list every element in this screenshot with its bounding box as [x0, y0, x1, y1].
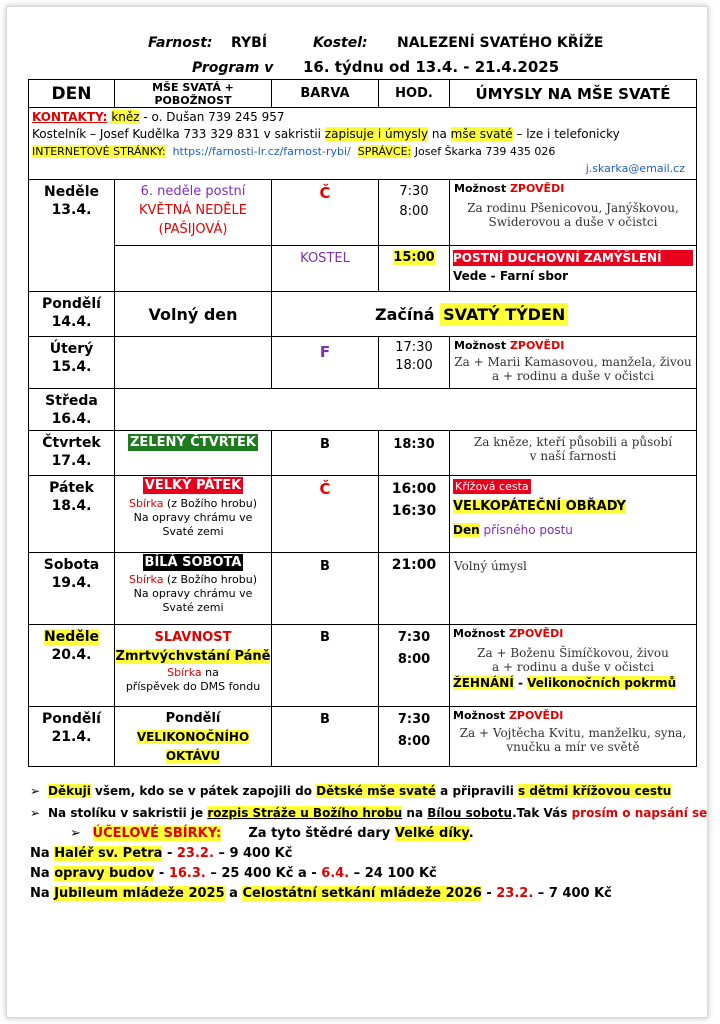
contacts-label: KONTAKTY: [32, 110, 108, 124]
intention: Za + Boženu Šimíčkovou, živou [477, 646, 669, 660]
time: 7:30 [399, 184, 429, 199]
day-name: Čtvrtek [42, 435, 101, 451]
event-lead: Vede - Farní sbor [453, 269, 569, 283]
time: 18:00 [395, 358, 433, 373]
collection-source: na [201, 666, 219, 679]
time: 16:30 [391, 503, 437, 519]
mass-feast-name: Zmrtvýchvstání Páně [115, 649, 271, 664]
day-name: Pátek [49, 480, 94, 496]
collections-title: ➢ ÚČELOVÉ SBÍRKY: Za tyto štědré dary Velké díky. [70, 826, 474, 841]
fast-label: přísného postu [479, 523, 573, 537]
row-monday-21 [29, 707, 697, 767]
time: 8:00 [397, 734, 431, 749]
day-name: Pondělí [42, 296, 101, 312]
collection-purpose: Svaté zemi [162, 601, 224, 614]
zpovedi-label: Možnost [454, 182, 507, 195]
fast-day: Den [453, 523, 480, 537]
email-link[interactable]: j.skarka@email.cz [585, 162, 685, 175]
arrow-icon: ➢ [70, 826, 81, 841]
row-sunday-13-afternoon [29, 246, 697, 292]
mass-sub: (PAŠIJOVÁ) [158, 222, 228, 237]
day-date: 21.4. [51, 729, 92, 745]
liturgical-color: B [272, 431, 379, 476]
day-name: Úterý [49, 341, 94, 357]
mass-feast: BÍLÁ SOBOTA [144, 555, 242, 570]
day-date: 15.4. [51, 359, 92, 375]
intention: vnučku a mír ve světě [506, 740, 640, 754]
blessing: ŽEHNÁNÍ [453, 676, 514, 690]
zpovedi: ZPOVĚDI [508, 709, 564, 722]
event-title: POSTNÍ DUCHOVNÍ ZAMÝŠLENÍ [453, 250, 693, 266]
day-date: 14.4. [51, 314, 92, 330]
col-mse: MŠE SVATÁ + POBOŽNOST [115, 80, 272, 108]
kostelnik-label: Kostelník [32, 127, 87, 141]
intention: Volný úmysl [450, 553, 697, 625]
time: 21:00 [379, 553, 450, 625]
collection-1: Na Haléř sv. Petra - 23.2. – 9 400 Kč [30, 846, 293, 861]
place: KOSTEL [272, 246, 379, 292]
day-date: 18.4. [51, 498, 92, 514]
free-day: Volný den [115, 292, 272, 337]
web-label: INTERNETOVÉ STRÁNKY: [32, 145, 166, 158]
guard-line: ➢ Na stolíku v sakristii je rozpis Stráže u Božího hrobu na Bílou sobotu.Tak Vás prosím o napsání se [30, 806, 708, 820]
farnost-label: Farnost: [148, 35, 213, 51]
liturgical-color: B [272, 625, 379, 707]
program-label: Program v [192, 60, 274, 76]
zpovedi: ZPOVĚDI [508, 627, 564, 640]
liturgical-color: F [272, 337, 379, 389]
program-table [28, 79, 697, 767]
liturgical-color: B [272, 553, 379, 625]
mass-feast-name: VELIKONOČNÍHO [136, 730, 250, 744]
collection-source: (z Božího hrobu) [163, 497, 258, 510]
farnost-name: RYBÍ [231, 35, 268, 51]
mass-feast: SLAVNOST [154, 630, 232, 645]
day-name: Pondělí [42, 711, 101, 727]
day-name: Neděle [43, 629, 100, 645]
holy-week-start: Začíná [375, 304, 435, 324]
rites: VELKOPÁTEČNÍ OBŘADY [453, 499, 626, 514]
row-thursday-17 [29, 431, 697, 476]
way-of-cross: Křížová cesta [455, 480, 529, 493]
day-date: 13.4. [51, 202, 92, 218]
arrow-icon: ➢ [30, 784, 41, 798]
row-tuesday-15 [29, 337, 697, 389]
thanks-line: ➢ Děkuji všem, kdo se v pátek zapojili do Dětské mše svaté a připravili s dětmi křížovou cestu [30, 784, 672, 798]
day-name: Středa [45, 393, 98, 409]
time: 8:00 [399, 204, 429, 219]
collection-label: Sbírka [167, 666, 202, 679]
intention: v naší farnosti [529, 449, 617, 463]
intention: Za kněze, kteří působili a působí [473, 435, 673, 449]
collection-label: Sbírka [128, 573, 164, 586]
mse-svate: mše svaté [450, 127, 513, 141]
col-hod: HOD. [379, 80, 450, 108]
contacts-row [29, 108, 697, 180]
spravce: Josef Škarka 739 435 026 [414, 145, 556, 158]
kaplan: - o. Dušan 739 245 957 [139, 110, 285, 124]
collection-2: Na opravy budov - 16.3. – 25 400 Kč a - 6.4. – 24 100 Kč [30, 866, 437, 881]
intention: Za + Marii Kamasovou, manžela, živou [454, 355, 692, 369]
liturgical-color: B [272, 707, 379, 767]
liturgical-color: Č [272, 180, 379, 246]
day-date: 20.4. [51, 647, 92, 663]
kaplan-label: kněz [111, 110, 140, 124]
intention: Za + Vojtěcha Kvitu, manželku, syna, [459, 726, 687, 740]
day-date: 17.4. [51, 453, 92, 469]
kostel-name: NALEZENÍ SVATÉHO KŘÍŽE [397, 35, 604, 51]
liturgical-color: Č [272, 476, 379, 553]
time: 16:00 [391, 481, 437, 497]
time: 8:00 [397, 652, 431, 667]
time: 7:30 [397, 630, 431, 645]
col-barva: BARVA [272, 80, 379, 108]
mass-feast: VELKÝ PÁTEK [144, 478, 242, 493]
intention: a + rodinu a duše v očistci [492, 660, 654, 674]
collection-purpose: příspěvek do DMS fondu [125, 680, 261, 693]
blessing-food: Velikonočních pokrmů [527, 676, 677, 690]
kostel-label: Kostel: [313, 35, 368, 51]
collection-purpose: Na opravy chrámu ve [133, 511, 253, 524]
collection-label: Sbírka [128, 497, 164, 510]
mass-title: 6. neděle postní [140, 184, 246, 199]
day-date: 16.4. [51, 411, 92, 427]
intention: Swiderovou a duše v očistci [488, 215, 658, 229]
row-wednesday-16 [29, 389, 697, 431]
na-text: na [428, 127, 451, 141]
zpovedi-label: Možnost [454, 339, 507, 352]
mass-feast: KVĚTNÁ NEDĚLE [139, 203, 247, 218]
col-den: DEN [29, 80, 115, 108]
web-link[interactable]: https://farnosti-lr.cz/farnost-rybi/ [172, 145, 351, 158]
holy-week: SVATÝ TÝDEN [440, 303, 568, 326]
row-sunday-20: Neděle 20.4. SLAVNOST Zmrtvýchvstání Páně Sbírka na příspěvek do DMS fondu B 7:30 8:00 Možnost ZPOVĚDI Za + Boženu Šimíčkovou, živou a + rodinu a duše v očistci ŽEHNÁNÍ - Velikonočních pokrmů [29, 625, 697, 707]
collection-purpose: Na opravy chrámu ve [133, 587, 253, 600]
time: 7:30 [397, 712, 431, 727]
collection-purpose: Svaté zemi [162, 525, 224, 538]
day-name: Sobota [43, 557, 100, 573]
intention: Za rodinu Pšenicovou, Janýškovou, [467, 201, 679, 215]
mass-feast: Pondělí [165, 711, 221, 726]
zapisuje: zapisuje i úmysly [324, 127, 429, 141]
col-umysly: ÚMYSLY NA MŠE SVATÉ [450, 80, 697, 108]
row-sunday-13 [29, 180, 697, 246]
mass-feast-name: OKTÁVU [165, 749, 221, 763]
zpovedi: ZPOVĚDI [509, 182, 565, 195]
row-saturday-19 [29, 553, 697, 625]
time: 18:30 [379, 431, 450, 476]
row-monday-14 [29, 292, 697, 337]
day-name: Neděle [43, 184, 100, 200]
zpovedi-label: Možnost [453, 627, 506, 640]
collection-3: Na Jubileum mládeže 2025 a Celostátní setkání mládeže 2026 - 23.2. – 7 400 Kč [30, 886, 612, 901]
week-label: 16. týdnu od 13.4. - 21.4.2025 [303, 58, 560, 76]
arrow-icon: ➢ [30, 806, 41, 820]
mass-feast: ZELENÝ ČTVRTEK [129, 435, 256, 450]
time: 17:30 [395, 340, 433, 355]
zpovedi: ZPOVĚDI [509, 339, 565, 352]
collection-source: (z Božího hrobu) [163, 573, 258, 586]
time: 15:00 [393, 250, 435, 265]
spravce-label: SPRÁVCE: [357, 145, 412, 158]
table-header-row [29, 80, 697, 108]
kostelnik: – Josef Kudělka 733 329 831 v sakristii [86, 127, 325, 141]
row-friday-18 [29, 476, 697, 553]
day-date: 19.4. [51, 575, 92, 591]
zpovedi-label: Možnost [453, 709, 506, 722]
lze-telefonicky: – lze i telefonicky [512, 127, 620, 141]
intention: a + rodinu a duše v očistci [492, 369, 654, 383]
